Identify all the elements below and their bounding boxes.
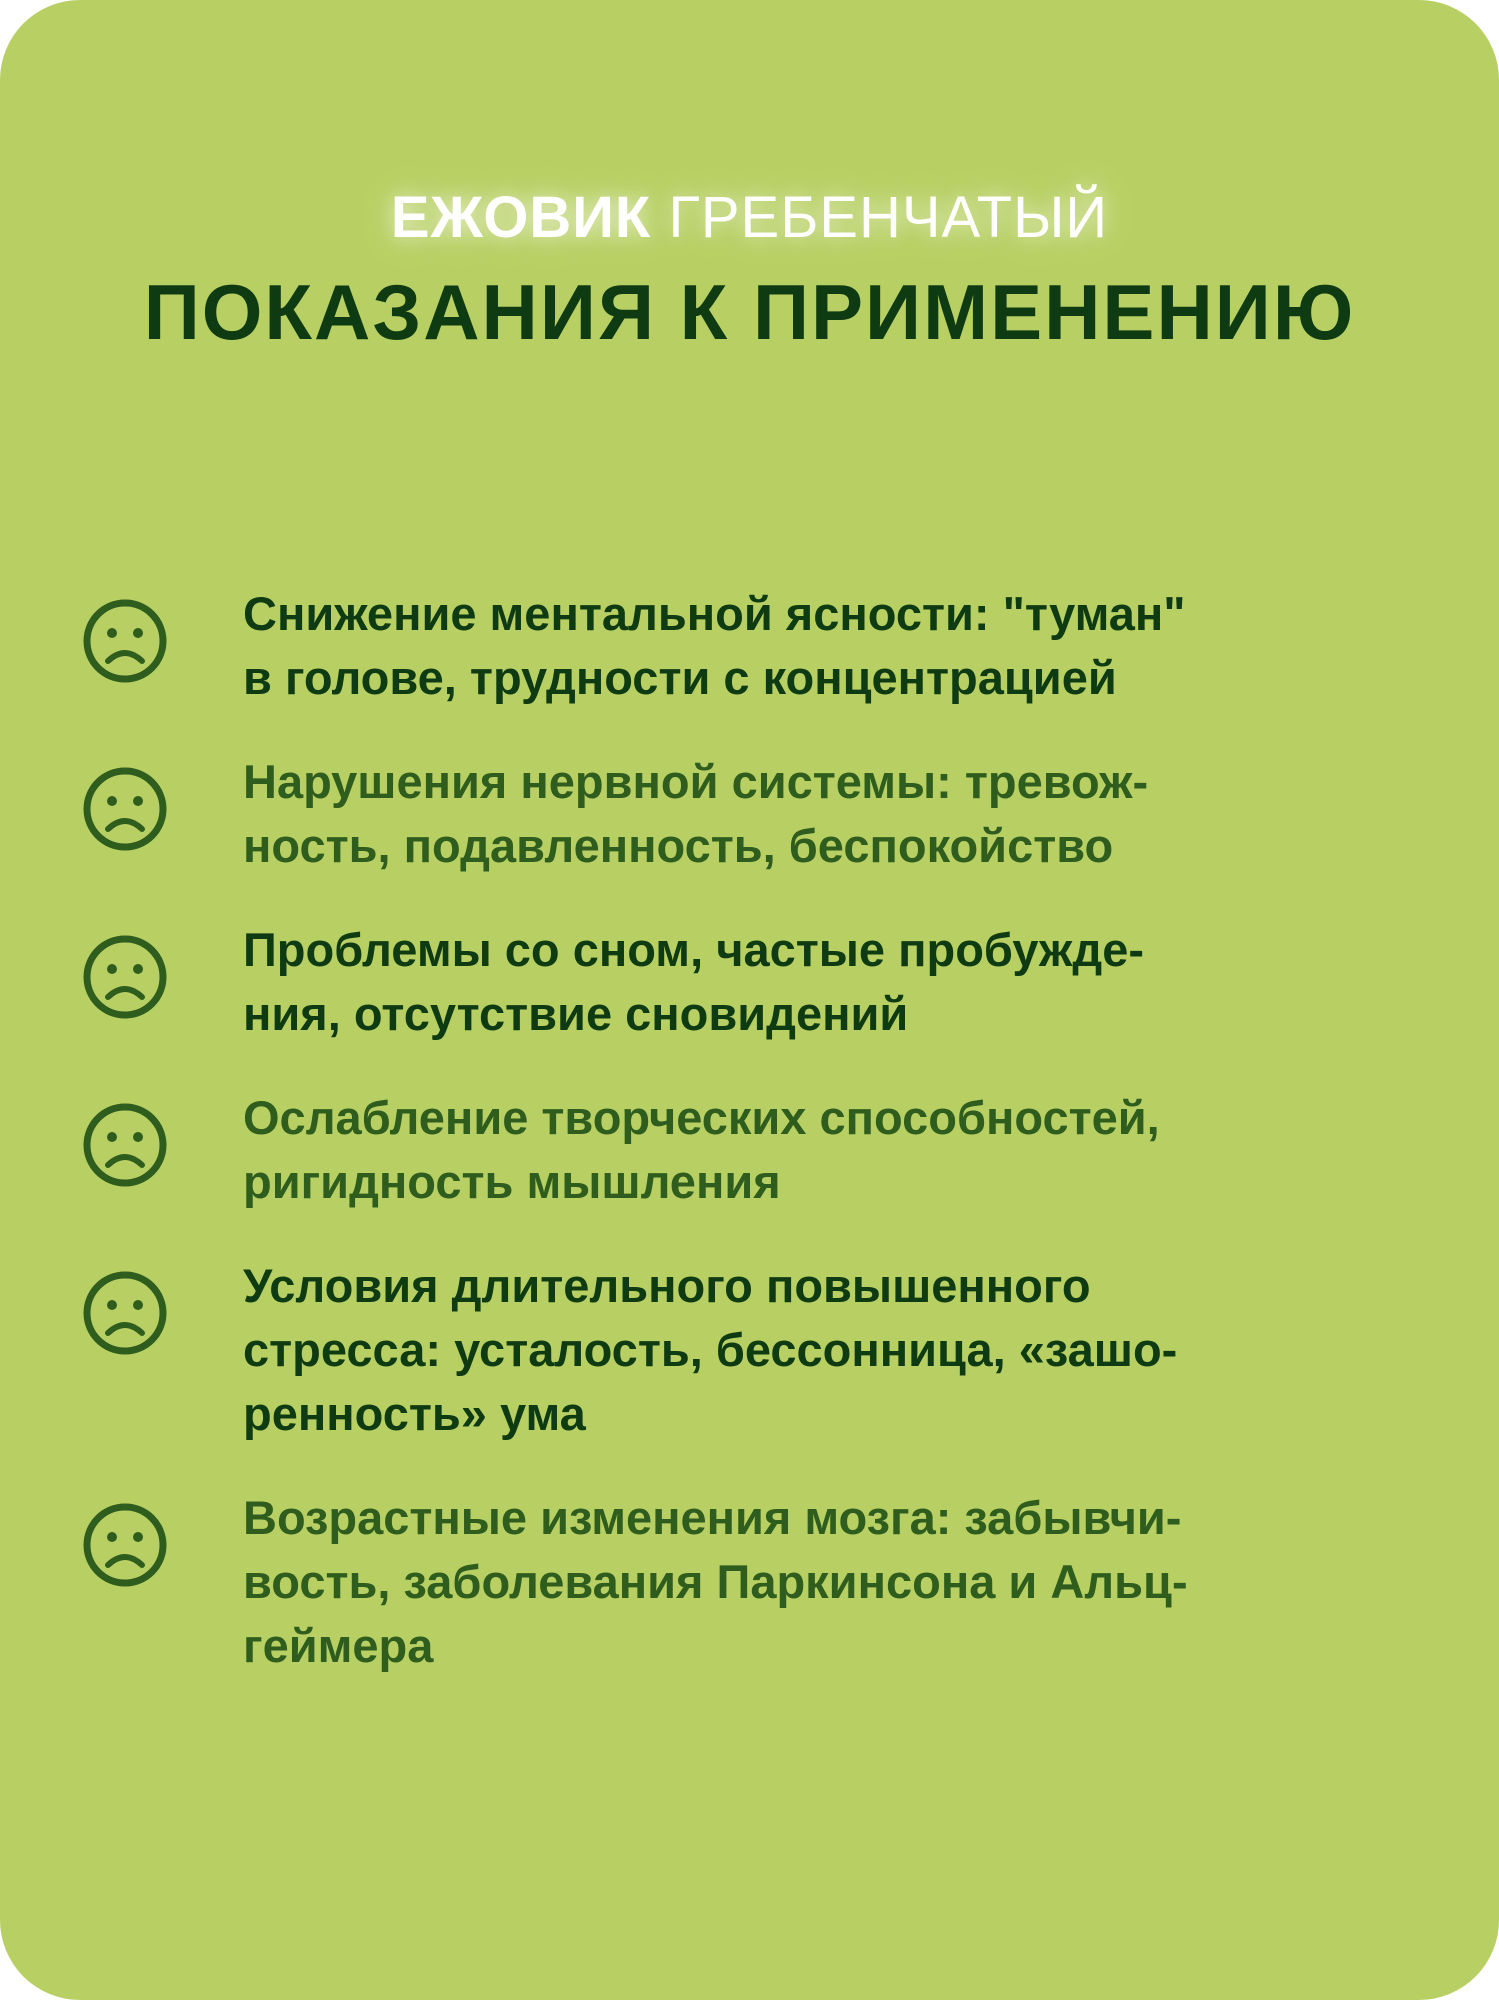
sad-face-icon [80,1500,170,1590]
list-item [80,918,1420,1046]
item-line: Возрастные изменения мозга: забывчи- [243,1491,1182,1544]
sad-face-icon [80,1100,170,1190]
item-line: геймера [243,1619,434,1672]
list-item [80,582,1420,710]
subtitle-bold: ЕЖОВИК [390,185,652,250]
item-line: ригидность мышления [243,1155,781,1208]
header [0,178,1499,362]
item-line: Условия длительного повышенного [243,1259,1091,1312]
item-line: Нарушения нервной системы: тревож- [243,755,1149,808]
list-item [80,1086,1420,1214]
item-line: ния, отсутствие сновидений [243,987,909,1040]
item-line: вость, заболевания Паркинсона и Альц- [243,1555,1188,1608]
item-line: Проблемы со сном, частые пробужде- [243,923,1144,976]
sad-face-icon [80,596,170,686]
list-item [80,1486,1420,1678]
subtitle [0,178,1499,258]
item-line: ренность» ума [243,1387,586,1440]
item-line: в голове, трудности с концентрацией [243,651,1117,704]
item-line: стресса: усталость, бессонница, «зашо- [243,1323,1178,1376]
item-line: Ослабление творческих способностей, [243,1091,1160,1144]
list-item [80,1254,1420,1446]
page-title: ПОКАЗАНИЯ К ПРИМЕНЕНИЮ [143,268,1356,356]
sad-face-icon [80,932,170,1022]
indications-list [80,582,1420,1718]
sad-face-icon [80,764,170,854]
item-line: ность, подавленность, беспокойство [243,819,1114,872]
subtitle-light: ГРЕБЕНЧАТЫЙ [668,185,1109,250]
sad-face-icon [80,1268,170,1358]
list-item [80,750,1420,878]
item-line: Снижение ментальной ясности: "туман" [243,587,1186,640]
